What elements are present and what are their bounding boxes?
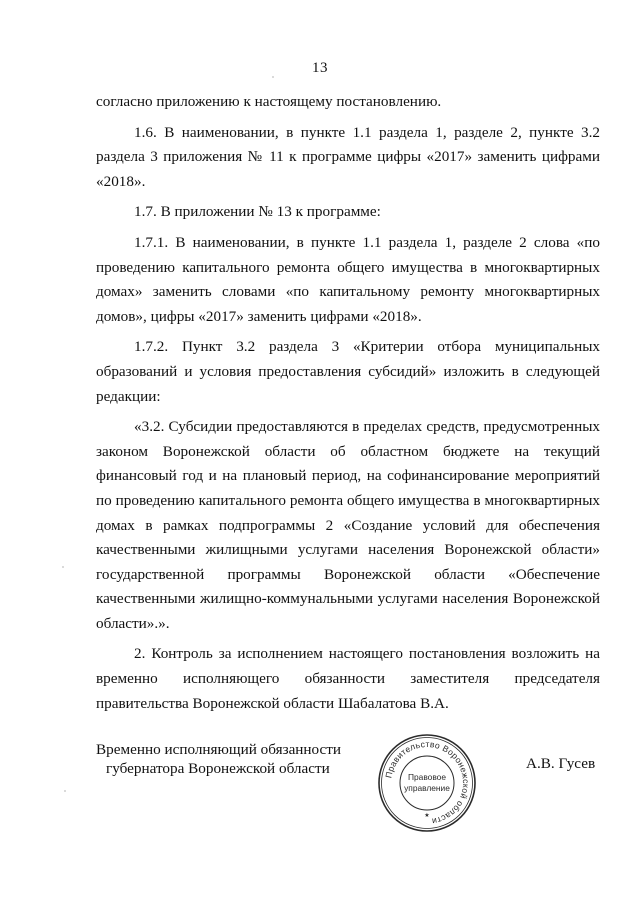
paragraph-3-2-quote: «3.2. Субсидии предоставляются в пределах средств, предусмотренных законом Воронежской области об областном бюджете на текущий финансовый год и на плановый период, на софинансирование мероприятий по проведению капитального ремонта общего имущества в многоквартирных домах в рамках подпрограммы 2 «Создание условий для обеспечения качественными жилищными услугами населения Воронежской области» государственной программы Воронежской области «Обеспечение качественными жилищно-коммунальными услугами населения Воронежской области».». [96,418,600,632]
page-number: 13 [312,60,328,76]
scan-speck [64,790,66,792]
svg-text:★: ★ [424,813,430,819]
paragraph-1-7-1: 1.7.1. В наименовании, в пункте 1.1 раздела 1, разделе 2 слова «по проведению капитального ремонта общего имущества в многоквартирных домах» заменить словами «по капитальному ремонту многоквартирных домов», цифры «2017» заменить цифрами «2018». [96,233,600,325]
svg-text:Правительство Воронежской обла: Правительство Воронежской области [383,738,472,827]
signatory-role-line2: губернатора Воронежской области [106,760,330,777]
paragraph-1-6: 1.6. В наименовании, в пункте 1.1 раздела 1, разделе 2, пункте 3.2 раздела 3 приложения № 11 к программе цифры «2017» заменить цифрами «2018». [96,123,600,190]
paragraph-2-control: 2. Контроль за исполнением настоящего постановления возложить на временно исполняющего обязанности заместителя председателя правительства Воронежской области Шабалатова В.А. [96,645,600,712]
scan-speck [62,566,64,568]
signatory-role-line1: Временно исполняющий обязанности [96,741,342,758]
signatory-role [96,740,356,778]
svg-text:Правовое: Правовое [407,772,447,782]
paragraph-continuation: согласно приложению к настоящему постановлению. [96,93,442,110]
scan-speck [272,76,274,78]
document-body [96,90,600,722]
signatory-name: А.В. Гусев [526,755,596,772]
paragraph-1-7: 1.7. В приложении № 13 к программе: [134,203,381,221]
signature-block [0,732,640,832]
svg-text:управление: управление [404,783,450,793]
paragraph-1-7-2: 1.7.2. Пункт 3.2 раздела 3 «Критерии отбора муниципальных образований и условия предоставления субсидий» изложить в следующей редакции: [96,338,600,405]
official-seal-stamp [376,732,478,834]
